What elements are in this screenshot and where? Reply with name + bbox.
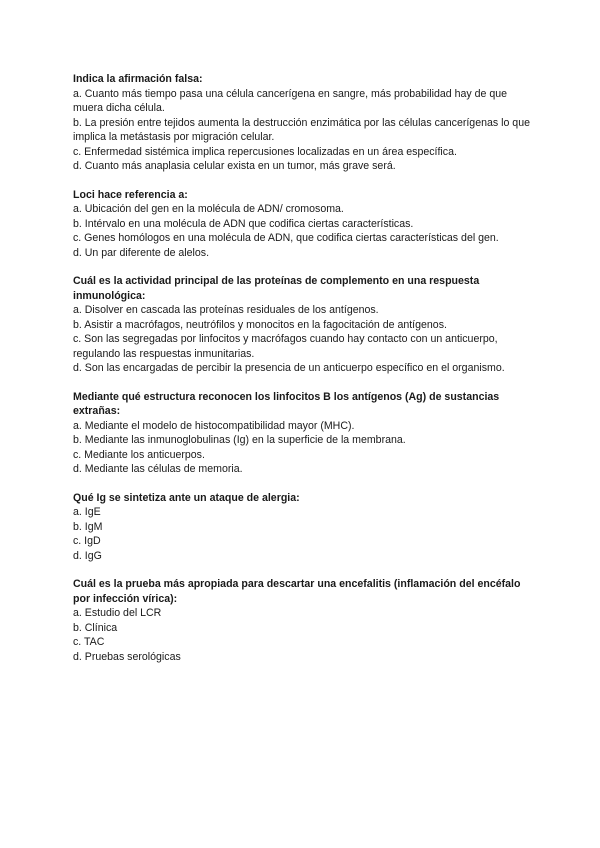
question-option: c. Genes homólogos en una molécula de ADN, que codifica ciertas características del gen. bbox=[73, 232, 499, 244]
question-option: b. La presión entre tejidos aumenta la destrucción enzimática por las células cancerígenas lo que implica la metástasis por migración celular. bbox=[73, 116, 530, 143]
question-title: Indica la afirmación falsa: bbox=[73, 73, 203, 85]
question-option: c. Mediante los anticuerpos. bbox=[73, 448, 205, 461]
question-option: d. Mediante las células de memoria. bbox=[73, 463, 243, 475]
question-option: c. Son las segregadas por linfocitos y macrófagos cuando hay contacto con un anticuerpo, regulando las respuestas inmunitarias. bbox=[73, 333, 498, 360]
question-option: a. IgE bbox=[73, 506, 101, 518]
question-4 bbox=[73, 390, 533, 477]
question-option: d. Pruebas serológicas bbox=[73, 650, 181, 663]
question-option: a. Ubicación del gen en la molécula de ADN/ cromosoma. bbox=[73, 203, 344, 215]
question-title: Cuál es la actividad principal de las proteínas de complemento en una respuesta inmunológica: bbox=[73, 275, 480, 302]
question-5 bbox=[73, 491, 533, 564]
question-option: b. Intérvalo en una molécula de ADN que codifica ciertas características. bbox=[73, 217, 414, 230]
question-title: Mediante qué estructura reconocen los linfocitos B los antígenos (Ag) de sustancias extrañas: bbox=[73, 390, 500, 417]
question-option: d. Un par diferente de alelos. bbox=[73, 246, 210, 259]
question-option: d. Cuanto más anaplasia celular exista en un tumor, más grave será. bbox=[73, 160, 396, 172]
question-2 bbox=[73, 188, 533, 261]
question-option: a. Disolver en cascada las proteínas residuales de los antígenos. bbox=[73, 304, 379, 316]
document-page bbox=[73, 72, 533, 678]
question-title: Loci hace referencia a: bbox=[73, 188, 188, 201]
question-option: a. Estudio del LCR bbox=[73, 607, 162, 619]
question-3 bbox=[73, 274, 533, 376]
question-option: a. Cuanto más tiempo pasa una célula cancerígena en sangre, más probabilidad hay de que muera dicha célula. bbox=[73, 87, 508, 114]
question-6 bbox=[73, 577, 533, 664]
question-option: a. Mediante el modelo de histocompatibilidad mayor (MHC). bbox=[73, 419, 355, 432]
question-option: d. Son las encargadas de percibir la presencia de un anticuerpo específico en el organismo. bbox=[73, 362, 505, 374]
question-option: c. Enfermedad sistémica implica repercusiones localizadas en un área específica. bbox=[73, 145, 457, 158]
question-title: Qué Ig se sintetiza ante un ataque de alergia: bbox=[73, 491, 300, 504]
question-option: c. TAC bbox=[73, 636, 105, 648]
question-option: c. IgD bbox=[73, 535, 101, 547]
question-option: b. IgM bbox=[73, 520, 103, 533]
question-option: b. Clínica bbox=[73, 621, 118, 634]
question-option: d. IgG bbox=[73, 549, 102, 562]
question-title: Cuál es la prueba más apropiada para descartar una encefalitis (inflamación del encéfalo por infección vírica): bbox=[73, 578, 521, 605]
question-option: b. Mediante las inmunoglobulinas (Ig) en la superficie de la membrana. bbox=[73, 434, 406, 446]
question-1 bbox=[73, 72, 533, 174]
question-option: b. Asistir a macrófagos, neutrófilos y monocitos en la fagocitación de antígenos. bbox=[73, 318, 447, 331]
